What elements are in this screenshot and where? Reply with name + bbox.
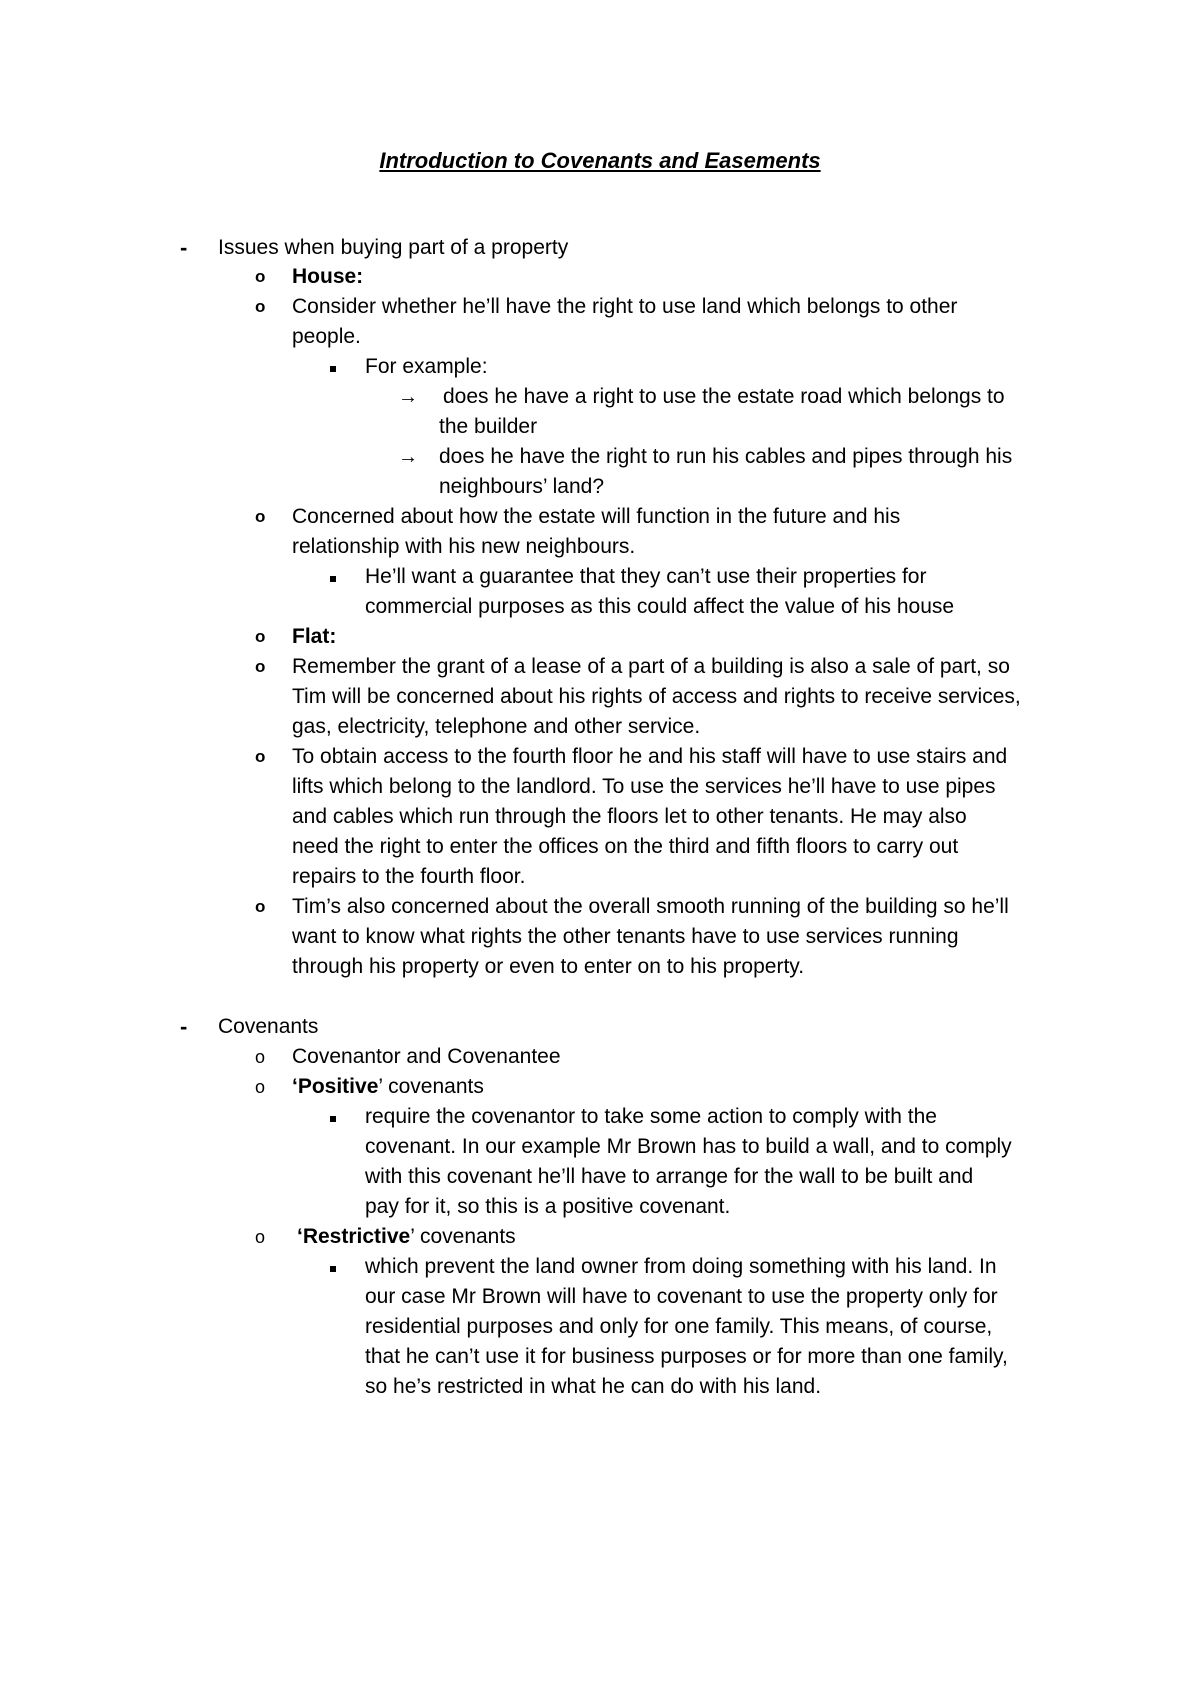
restrictive-detail-line-3: residential purposes and only for one family. This means, of course, bbox=[365, 1315, 993, 1338]
page-title: Introduction to Covenants and Easements bbox=[379, 148, 821, 173]
house-label: House: bbox=[292, 265, 364, 288]
circle-bullet: o bbox=[255, 897, 266, 916]
section-heading-covenants: Covenants bbox=[218, 1015, 319, 1038]
guarantee-line-1: He’ll want a guarantee that they can’t use their properties for bbox=[365, 565, 927, 588]
circle-bullet: o bbox=[255, 1077, 266, 1097]
section-heading-issues: Issues when buying part of a property bbox=[218, 236, 569, 259]
square-bullet-icon bbox=[330, 1266, 336, 1272]
remember-grant-line-1: Remember the grant of a lease of a part of a building is also a sale of part, so bbox=[292, 655, 1010, 678]
flat-label: Flat: bbox=[292, 625, 337, 648]
example-road-line-1: does he have a right to use the estate road which belongs to bbox=[443, 385, 1005, 408]
house-consider-line-2: people. bbox=[292, 325, 361, 348]
remember-grant-line-3: gas, electricity, telephone and other service. bbox=[292, 715, 701, 738]
restrictive-detail-line-1: which prevent the land owner from doing something with his land. In bbox=[365, 1255, 997, 1278]
fourth-floor-line-3: and cables which run through the floors let to other tenants. He may also bbox=[292, 805, 967, 828]
circle-bullet: o bbox=[255, 267, 266, 286]
dash-bullet: - bbox=[180, 1014, 188, 1039]
fourth-floor-line-2: lifts which belong to the landlord. To use the services he’ll have to use pipes bbox=[292, 775, 996, 798]
smooth-running-line-1: Tim’s also concerned about the overall smooth running of the building so he’ll bbox=[292, 895, 1009, 918]
example-cables-line-1: does he have the right to run his cables and pipes through his bbox=[439, 445, 1013, 468]
circle-bullet: o bbox=[255, 657, 266, 676]
circle-bullet: o bbox=[255, 297, 266, 316]
square-bullet-icon bbox=[330, 1116, 336, 1122]
concerned-estate-line-1: Concerned about how the estate will function in the future and his bbox=[292, 505, 901, 528]
restrictive-covenants-heading bbox=[297, 1222, 516, 1252]
fourth-floor-line-1: To obtain access to the fourth floor he and his staff will have to use stairs and bbox=[292, 745, 1008, 768]
square-bullet-icon bbox=[330, 366, 336, 372]
circle-bullet: o bbox=[255, 1227, 266, 1247]
restrictive-rest: ’ covenants bbox=[410, 1225, 516, 1248]
fourth-floor-line-4: need the right to enter the offices on the third and fifth floors to carry out bbox=[292, 835, 959, 858]
example-road-line-2: the builder bbox=[439, 415, 538, 438]
guarantee-line-2: commercial purposes as this could affect the value of his house bbox=[365, 595, 955, 618]
restrictive-detail-line-4: that he can’t use it for business purposes or for more than one family, bbox=[365, 1345, 1008, 1368]
remember-grant-line-2: Tim will be concerned about his rights of access and rights to receive services, bbox=[292, 685, 1021, 708]
concerned-estate-line-2: relationship with his new neighbours. bbox=[292, 535, 636, 558]
circle-bullet: o bbox=[255, 1047, 266, 1067]
restrictive-bold: ‘Restrictive bbox=[297, 1225, 411, 1248]
restrictive-detail-line-5: so he’s restricted in what he can do with his land. bbox=[365, 1375, 822, 1398]
positive-detail-line-4: pay for it, so this is a positive covenant. bbox=[365, 1195, 731, 1218]
circle-bullet: o bbox=[255, 747, 266, 766]
house-consider-line-1: Consider whether he’ll have the right to use land which belongs to other bbox=[292, 295, 958, 318]
arrow-bullet-icon: → bbox=[398, 386, 418, 408]
circle-bullet: o bbox=[255, 507, 266, 526]
dash-bullet: - bbox=[180, 235, 188, 260]
example-cables-line-2: neighbours’ land? bbox=[439, 475, 605, 498]
fourth-floor-line-5: repairs to the fourth floor. bbox=[292, 865, 526, 888]
positive-detail-line-1: require the covenantor to take some action to comply with the bbox=[365, 1105, 937, 1128]
smooth-running-line-2: want to know what rights the other tenants have to use services running bbox=[292, 925, 959, 948]
for-example-label: For example: bbox=[365, 355, 488, 378]
positive-detail-line-3: with this covenant he’ll have to arrange for the wall to be built and bbox=[365, 1165, 974, 1188]
arrow-bullet-icon: → bbox=[398, 446, 418, 468]
square-bullet-icon bbox=[330, 576, 336, 582]
smooth-running-line-3: through his property or even to enter on to his property. bbox=[292, 955, 805, 978]
positive-rest: ’ covenants bbox=[378, 1075, 484, 1098]
covenantor-covenantee: Covenantor and Covenantee bbox=[292, 1045, 561, 1068]
positive-covenants-heading bbox=[292, 1072, 484, 1102]
positive-detail-line-2: covenant. In our example Mr Brown has to build a wall, and to comply bbox=[365, 1135, 1012, 1158]
positive-bold: ‘Positive bbox=[292, 1075, 379, 1098]
circle-bullet: o bbox=[255, 627, 266, 646]
restrictive-detail-line-2: our case Mr Brown will have to covenant to use the property only for bbox=[365, 1285, 998, 1308]
